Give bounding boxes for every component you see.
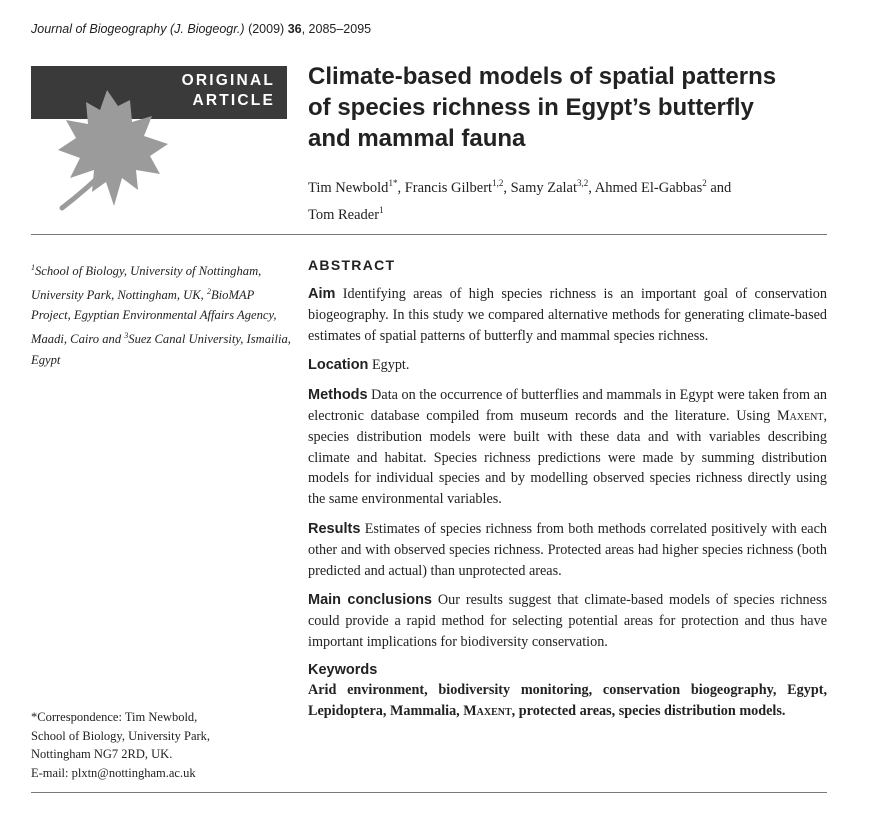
header-divider [31,234,827,235]
conclusions-text: Our results suggest that climate-based models of species richness could provide a rapid method for selecting potential areas for protection and thus have important implications for biodiversity conservation. [308,592,827,650]
footer-divider [31,792,827,793]
keywords-part: , protected areas, species distribution models. [511,702,786,719]
affiliations [31,258,291,370]
correspondence-line: *Correspondence: Tim Newbold, [31,710,198,724]
affil-sup: 2 [206,286,211,296]
abstract-location [308,355,827,376]
journal-volume: 36 [287,22,302,36]
journal-citation [31,22,371,36]
methods-label: Methods [308,387,368,404]
author-name: Francis Gilbert [404,179,493,196]
conclusions-label: Main conclusions [308,592,432,609]
affil-text: BioMAP Project, Egyptian Environmental Affairs Agency, Maadi, Cairo and [31,287,277,347]
keywords-text [308,680,827,722]
author-affil-sup: 1* [388,178,398,188]
author-name: Tim Newbold [308,179,389,196]
title-line-3: and mammal fauna [308,125,526,152]
keywords-part: Arid environment, biodiversity monitoring, conservation biogeography, Egypt, Lepidoptera, Mammalia, [308,681,827,719]
aim-text: Identifying areas of high species richness is an important goal of conservation biogeography. In this study we compared alternative methods for generating climate-based estimates of spatial patterns of butterfly and mammal species richness. [308,286,827,344]
location-label: Location [308,357,369,374]
author-sep: , [397,179,405,196]
abstract-conclusions [308,590,827,652]
title-line-2: of species richness in Egypt’s butterfly [308,94,754,121]
author-sep: and [706,179,732,196]
abstract-results [308,519,827,581]
methods-text: , species distribution models were built with these data and with variables describing climate and habitat. Species richness predictions were made by summing distribution models for individual species and by modelling observed species richness directly using the same environmental variables. [308,407,827,508]
author-sep: , [588,179,595,196]
location-text: Egypt. [368,357,410,374]
author-affil-sup: 1 [379,204,384,215]
correspondence-line: School of Biology, University Park, [31,728,211,743]
leaf-icon [40,78,190,218]
abstract-methods [308,385,827,510]
correspondence-line: Nottingham NG7 2RD, UK. [31,747,173,761]
keywords-heading: Keywords [308,661,378,678]
aim-label: Aim [308,286,336,302]
methods-text: Data on the occurrence of butterflies and mammals in Egypt were taken from an electronic database compiled from museum records and the literature. Using [308,387,827,424]
article-title [308,61,848,154]
abstract [308,257,827,721]
abstract-aim [308,284,827,346]
journal-year: (2009) [248,22,285,36]
correspondence-email: E-mail: plxtn@nottingham.ac.uk [31,765,196,780]
affil-sup: 3 [124,330,129,340]
maxent-name: Maxent [463,702,512,719]
author-sep: , [503,179,511,196]
author-name: Samy Zalat [510,179,578,196]
badge-line-1: ORIGINAL [181,72,275,89]
results-text: Estimates of species richness from both methods correlated positively with each other and with observed species richness. Protected areas had higher species richness (both predicted and actual) than unprotected areas. [308,520,827,579]
affil-sup: 1 [31,263,35,272]
author-affil-sup: 3,2 [577,178,589,188]
journal-name: Journal of Biogeography [31,22,167,36]
author-name: Ahmed El-Gabbas [594,179,703,196]
journal-abbrev: (J. Biogeogr.) [170,22,245,36]
maxent-name: Maxent [776,407,824,424]
abstract-heading: ABSTRACT [308,257,396,273]
badge-text [182,71,275,111]
badge-line-2: ARTICLE [192,92,275,109]
affil-text: Suez Canal University, Ismailia, Egypt [31,332,291,367]
affil-text: School of Biology, University of Nottingham, University Park, Nottingham, UK, [31,264,262,302]
author-name: Tom Reader [308,206,380,223]
journal-pages: , 2085–2095 [301,22,372,36]
author-affil-sup: 2 [702,178,707,188]
author-list [308,172,828,226]
results-label: Results [308,520,361,537]
author-affil-sup: 1,2 [492,178,504,188]
correspondence [31,708,291,782]
title-line-1: Climate-based models of spatial patterns [308,63,777,90]
